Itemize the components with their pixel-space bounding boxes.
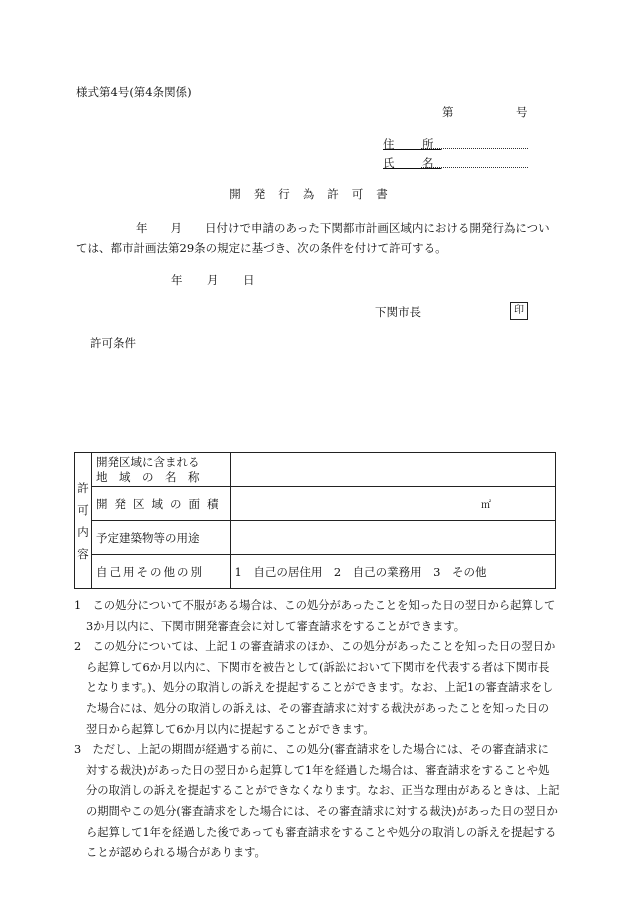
seal-mark: 印	[510, 302, 528, 320]
address-dotted-line	[421, 148, 528, 149]
table-row	[75, 555, 556, 589]
body-paragraph: 年 月 日付けで申請のあった下関都市計画区域内における開発行為については、都市計画法第29条の規定に基づき、次の条件を付けて許可する。	[76, 221, 550, 255]
side-char: 可	[77, 502, 89, 517]
note-2: 2 この処分については、上記１の審査請求のほか、この処分があったことを知った日の翌日から起算して6か月以内に、下関市を被告として(訴訟において下関市を代表する者は下関市長となります。)、処分の取消しの訴えを提起することができます。なお、上記1の審査請求をした場合には、処分の取消しの訴えは、その審査請求に対する裁決があったことを知った日の翌日から起算して6か月以内に提起することができます。	[74, 640, 556, 736]
area-name-label	[92, 453, 231, 487]
area-name-value[interactable]	[230, 453, 556, 487]
document-number-suffix: 号	[516, 105, 528, 119]
name-dotted-line	[421, 167, 528, 168]
permit-content-side-label	[75, 453, 92, 589]
self-use-options: 1 自己の居住用 2 自己の業務用 3 その他	[230, 555, 556, 589]
year-label: 年	[171, 273, 183, 287]
self-use-label: 自己用その他の別	[92, 555, 231, 589]
table-row	[75, 487, 556, 521]
permit-details-table	[74, 452, 556, 589]
side-char: 容	[77, 546, 89, 561]
address-label: 住 所	[383, 137, 442, 151]
area-size-value[interactable]	[230, 487, 556, 521]
note-1: 1 この処分について不服がある場合は、この処分があったことを知った日の翌日から起算して3か月以内に、下関市開発審査会に対して審査請求をすることができます。	[74, 599, 556, 633]
notes-section	[74, 596, 560, 864]
document-title: 開発行為許可書	[229, 187, 401, 201]
table-row	[75, 453, 556, 487]
table-row	[75, 521, 556, 555]
building-use-label: 予定建築物等の用途	[92, 521, 231, 555]
building-use-value[interactable]	[230, 521, 556, 555]
area-name-label-line2: 地 域 の 名 称	[96, 469, 200, 484]
month-label: 月	[207, 273, 219, 287]
side-char: 内	[77, 524, 89, 539]
area-size-label: 開発区域の面積	[92, 487, 231, 521]
document-number-prefix: 第	[442, 105, 454, 119]
name-field[interactable]	[383, 155, 528, 171]
issuer-name: 下関市長	[375, 305, 421, 319]
side-char: 許	[77, 480, 89, 495]
area-name-label-line1: 開発区域に含まれる	[96, 454, 200, 469]
form-number: 様式第4号(第4条関係)	[76, 85, 192, 99]
address-field[interactable]	[383, 136, 528, 152]
area-unit: ㎡	[481, 500, 491, 511]
issue-date	[171, 272, 279, 288]
day-label: 日	[243, 273, 255, 287]
name-label: 氏 名	[383, 156, 442, 170]
conditions-label: 許可条件	[90, 336, 136, 350]
note-3: 3 ただし、上記の期間が経過する前に、この処分(審査請求をした場合には、その審査請求に対する裁決)があった日の翌日から起算して1年を経過した場合は、審査請求をすることや処分の取消しの訴えを提起することができなくなります。なお、正当な理由があるときは、上記の期間やこの処分(審査請求をした場合には、その審査請求に対する裁決)があった日の翌日から起算して1年を経過した後であっても審査請求をすることや処分の取消しの訴えを提起することが認められる場合があります。	[74, 743, 560, 860]
